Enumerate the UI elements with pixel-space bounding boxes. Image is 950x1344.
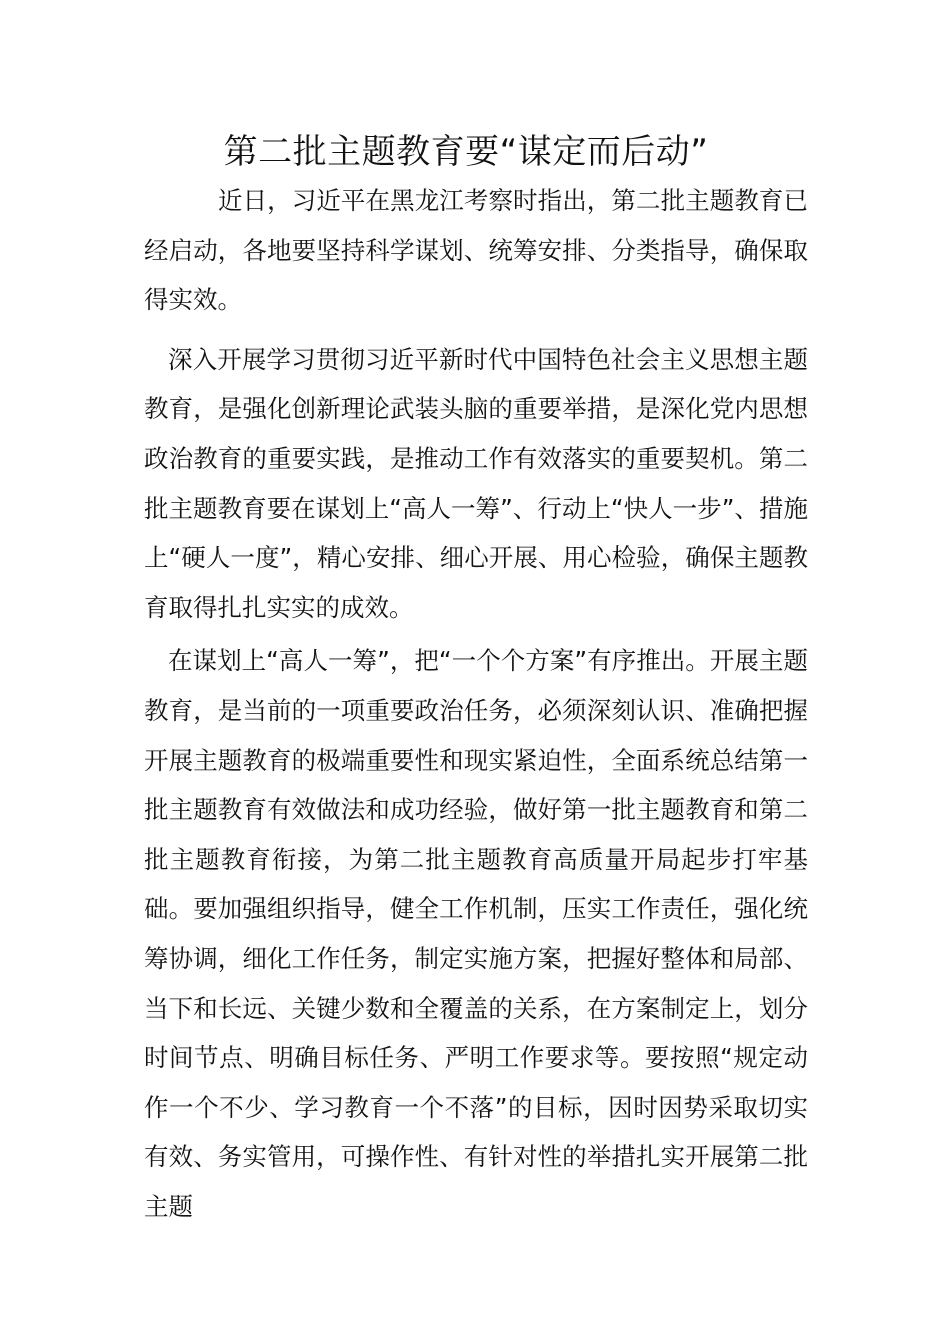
- paragraph-3: 在谋划上“高人一筹”，把“一个个方案”有序推出。开展主题教育，是当前的一项重要政治任务，必须深刻认识、准确把握开展主题教育的极端重要性和现实紧迫性，全面系统总结第一批主题教育有效做法和成功经验，做好第一批主题教育和第二批主题教育衔接，为第二批主题教育高质量开局起步打牢基础。要加强组织指导，健全工作机制，压实工作责任，强化统筹协调，细化工作任务，制定实施方案，把握好整体和局部、当下和长远、关键少数和全覆盖的关系，在方案制定上，划分时间节点、明确目标任务、严明工作要求等。要按照“规定动作一个不少、学习教育一个不落”的目标，因时因势采取切实有效、务实管用，可操作性、有针对性的举措扎实开展第二批主题: [144, 646, 808, 1221]
- paragraph-2: 深入开展学习贯彻习近平新时代中国特色社会主义思想主题教育，是强化创新理论武装头脑的重要举措，是深化党内思想政治教育的重要实践，是推动工作有效落实的重要契机。第二批主题教育要在谋划上“高人一筹”、行动上“快人一步”、措施上“硬人一度”，精心安排、细心开展、用心检验，确保主题教育取得扎扎实实的成效。: [144, 344, 808, 622]
- document-title: 第二批主题教育要“谋定而后动”: [223, 132, 709, 172]
- document-body: [144, 176, 808, 1231]
- paragraph-1: 近日，习近平在黑龙江考察时指出，第二批主题教育已经启动，各地要坚持科学谋划、统筹安排、分类指导，确保取得实效。: [144, 186, 808, 315]
